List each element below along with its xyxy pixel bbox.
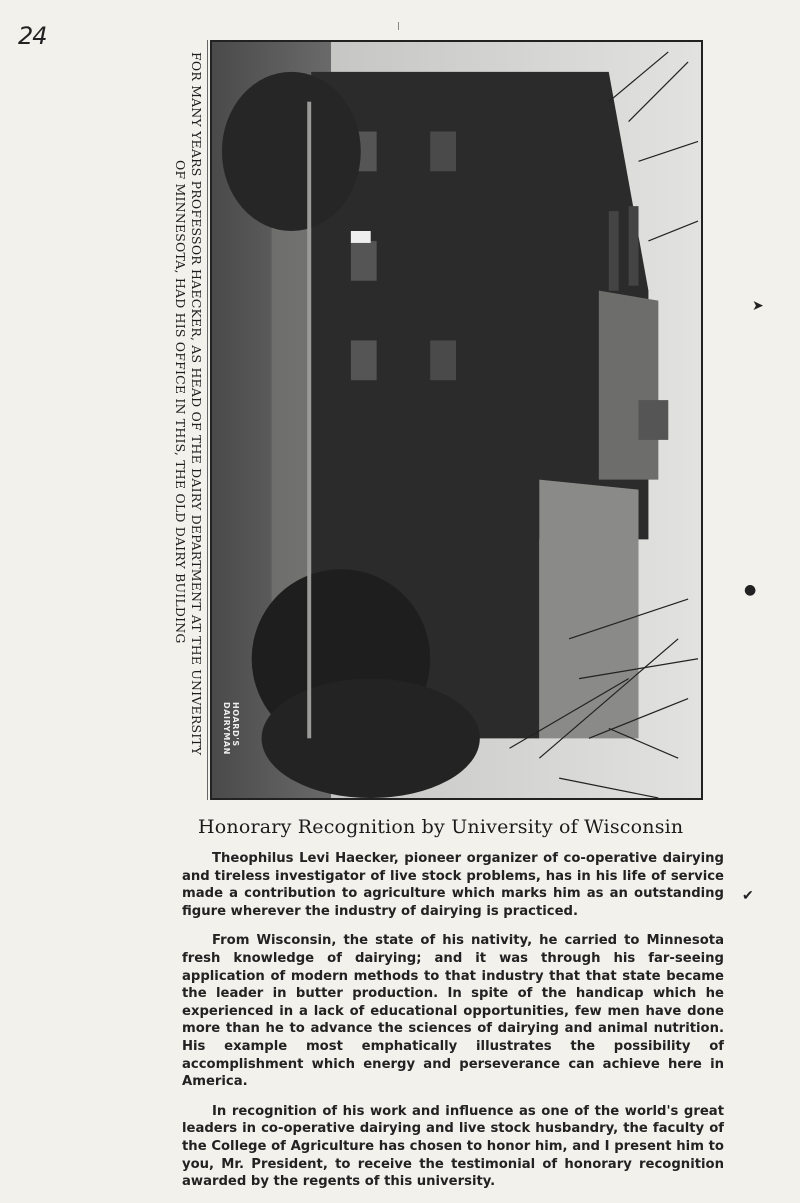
dairy-building-illustration bbox=[212, 42, 701, 798]
margin-blot-mark: ● bbox=[744, 582, 757, 598]
article-body bbox=[182, 850, 724, 1203]
photo-caption-line-1: FOR MANY YEARS PROFESSOR HAECKER, AS HEAD OF THE DAIRY DEPARTMENT AT THE UNIVERSITY bbox=[189, 52, 204, 756]
margin-arrow-mark: ➤ bbox=[752, 298, 764, 314]
article-paragraph: Theophilus Levi Haecker, pioneer organizer of co-operative dairying and tireless investigator of live stock problems, has in his life of service made a contribution to agriculture which marks him as an outstanding figure wherever the industry of dairying is practiced. bbox=[182, 851, 724, 919]
margin-pen-mark: ✔ bbox=[742, 888, 754, 904]
photo-caption-line-2: OF MINNESOTA, HAD HIS OFFICE IN THIS, THE OLD DAIRY BUILDING bbox=[173, 160, 188, 644]
article-paragraph: In recognition of his work and influence as one of the world's great leaders in co-operative dairying and live stock husbandry, the faculty of the College of Agriculture has chosen to honor him, and I present him to you, Mr. President, to receive the testimonial of honorary recognition awarded by the regents of this university. bbox=[182, 1103, 724, 1190]
scan-mark bbox=[398, 22, 399, 30]
photo-credit: HOARD'S DAIRYMAN bbox=[222, 702, 240, 755]
photo-caption bbox=[168, 52, 208, 792]
photo-rule bbox=[207, 40, 208, 800]
page-number: 24 bbox=[18, 22, 47, 50]
article-paragraph: From Wisconsin, the state of his nativity, he carried to Minnesota fresh knowledge of dairying; and it was through his far-seeing application of modern methods to that industry that that state became the leader in butter production. In spite of the handicap which he experienced in a lack of educational opportunities, few men have done more than he to advance the sciences of dairying and animal nutrition. His example most emphatically illustrates the possibility of accomplishment which energy and perseverance can achieve here in America. bbox=[182, 933, 724, 1090]
article-title: Honorary Recognition by University of Wisconsin bbox=[198, 816, 684, 838]
dairy-building-photo bbox=[210, 40, 703, 800]
